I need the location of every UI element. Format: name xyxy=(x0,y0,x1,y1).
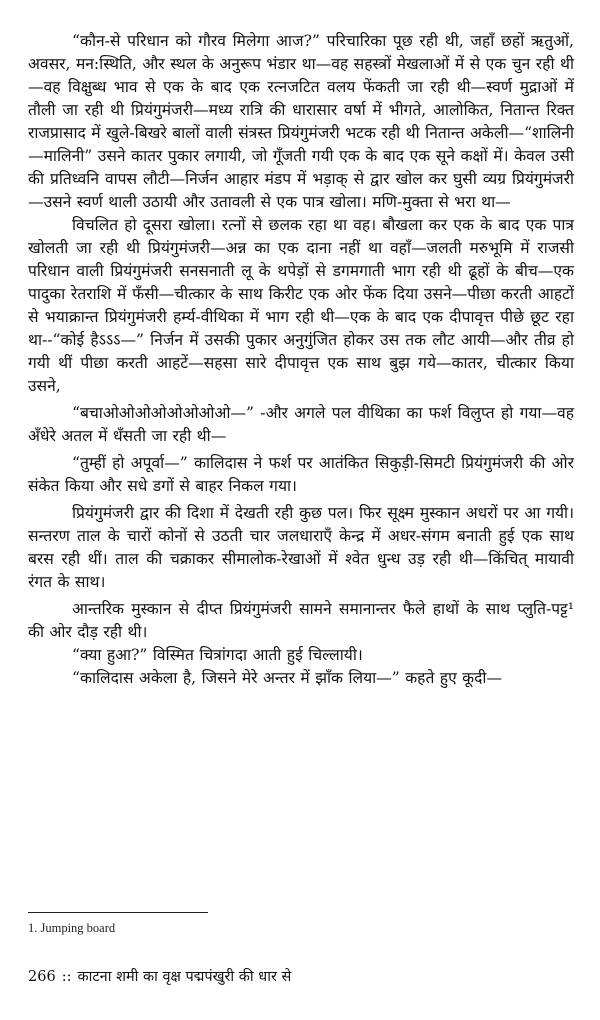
paragraph-3: “बचाओओओओओओओओ—” -और अगले पल वीथिका का फर्श विलुप्त हो गया—वह अँधेरे अतल में धँसती जा रही थी— xyxy=(28,404,574,445)
page-footer xyxy=(28,966,291,986)
paragraph-6: आन्तरिक मुस्कान से दीप्त प्रियंगुमंजरी सामने समानान्तर फैले हाथों के साथ प्लुति-पट्ट¹ की ओर दौड़ रही थी। xyxy=(28,600,574,641)
footnote-divider xyxy=(28,912,208,913)
paragraph-2: विचलित हो दूसरा खोला। रत्नों से छलक रहा था वह। बौखला कर एक के बाद एक पात्र खोलती जा रही थी प्रियंगुमंजरी—अन्न का एक दाना नहीं था वहाँ—जलती मरुभूमि में राजसी परिधान वाली प्रियंगुमंजरी सनसनाती लू के थपेड़ों से डगमगाती भाग रही थी ढूहों के बीच—एक पादुका रेतराशि में फँसी—चीत्कार के साथ किरीट एक ओर फेंक दिया उसने—पीछा करती आहटों से भयाक्रान्त प्रियंगुमंजरी हर्म्य-वीथिका में भाग रही थी—एक के बाद एक दीपावृत्त पीछे छूट रहा था--“कोई हैऽऽऽ—” निर्जन में उसकी पुकार अनुगुंजित होकर उस तक लौट आयी—और तीव्र हो गयी थीं पीछा करती आहटें—सहसा सारे दीपावृत्त एक साथ बुझ गये—कातर, चीत्कार किया उसने, xyxy=(28,216,574,395)
paragraph-8: “कालिदास अकेला है, जिसने मेरे अन्तर में झाँक लिया—” कहते हुए कूदी— xyxy=(72,669,503,687)
paragraph-1: “कौन-से परिधान को गौरव मिलेगा आज?” परिचारिका पूछ रही थी, जहाँ छहों ऋतुओं, अवसर, मन:स्थिति, और स्थल के अनुरूप भंडार था—वह सहस्त्रों मेखलाओं में से एक चुन रही थी—वह विक्षुब्ध भाव से एक के बाद एक रत्नजटित वलय फेंकती जा रही थी—स्वर्ण मुद्राओं में तौली जा रही थी प्रियंगुमंजरी—मध्य रात्रि की धारासार वर्षा में भीगते, आलोकित, नितान्त रिक्त राजप्रासाद में खुले-बिखरे बालों वाली संत्रस्त प्रियंगुमंजरी भटक रही थी नितान्त अकेली—“शालिनी—मालिनी” उसने कातर पुकार लगायी, जो गूँजती गयी एक के बाद एक सूने कक्षों में। केवल उसी की प्रतिध्वनि वापस लौटी—निर्जन आहार मंडप में भड़ाक् से द्वार खोल कर घुसी व्यग्र प्रियंगुमंजरी—उसने स्वर्ण थाली उठायी और उतावली से एक पात्र खोला। मणि-मुक्ता से भरा था— xyxy=(28,32,574,211)
body-text xyxy=(28,30,574,690)
footer-separator: :: xyxy=(61,969,72,985)
paragraph-4: “तुम्हीं हो अपूर्वा—” कालिदास ने फर्श पर आतंकित सिकुड़ी-सिमटी प्रियंगुमंजरी की ओर संकेत किया और सधे डगों से बाहर निकल गया। xyxy=(28,454,574,495)
footnote: 1. Jumping board xyxy=(28,921,116,935)
paragraph-7: “क्या हुआ?” विस्मित चित्रांगदा आती हुई चिल्लायी। xyxy=(72,646,363,664)
book-title: काटना शमी का वृक्ष पद्मपंखुरी की धार से xyxy=(77,969,292,985)
page-number: 266 xyxy=(28,969,56,985)
paragraph-5: प्रियंगुमंजरी द्वार की दिशा में देखती रही कुछ पल। फिर सूक्ष्म मुस्कान अधरों पर आ गयी। सन्तरण ताल के चारों कोनों से उठती चार जलधाराएँ केन्द्र में अधर-संगम बनाती हुई एक साथ बरस रही थीं। ताल की चक्राकर सीमालोक-रेखाओं में श्वेत धुन्ध उड़ रही थी—किंचित् मायावी रंगत के साथ। xyxy=(28,504,574,591)
